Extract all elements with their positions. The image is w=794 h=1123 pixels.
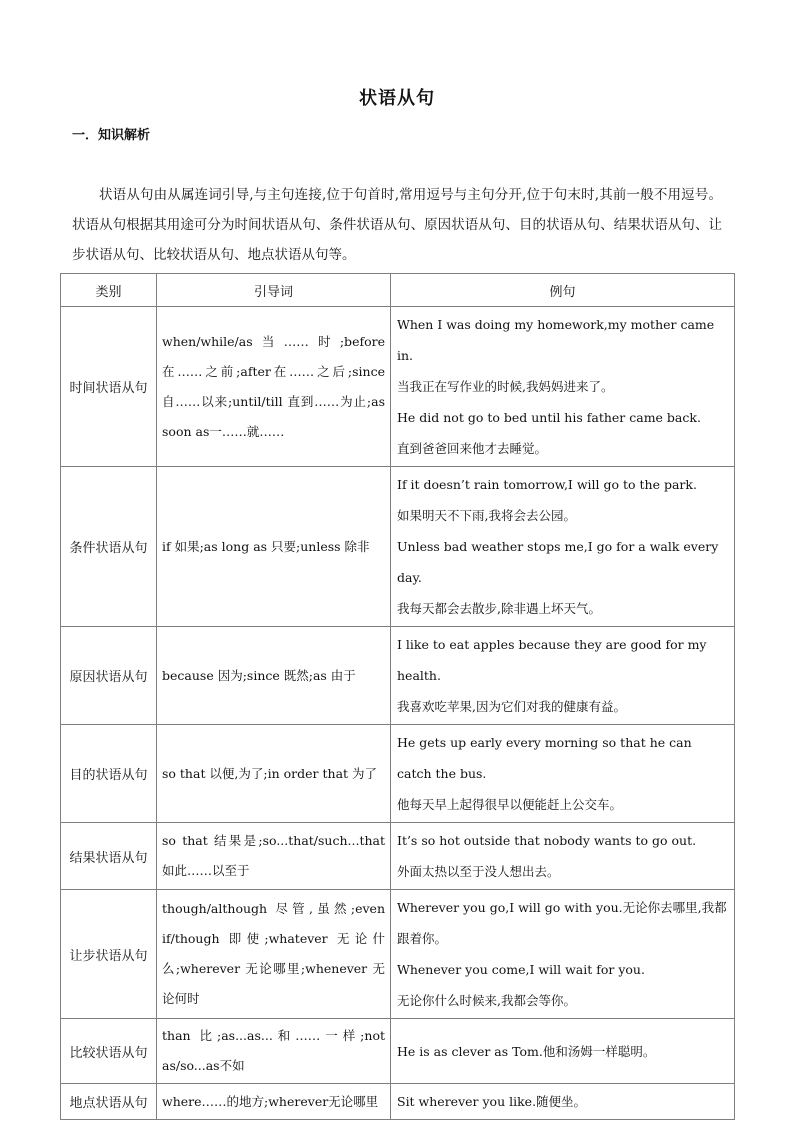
conjunction-cell: though/although 尽管,虽然;even if/though 即使;whatever 无论什么;wherever 无论哪里;whenever 无论何时 bbox=[157, 890, 391, 1019]
example-cell bbox=[391, 1019, 735, 1084]
table-row bbox=[61, 823, 735, 890]
category-cell: 时间状语从句 bbox=[61, 307, 157, 467]
category-cell: 目的状语从句 bbox=[61, 725, 157, 823]
category-cell: 原因状语从句 bbox=[61, 627, 157, 725]
example-line: I like to eat apples because they are good for my health. bbox=[397, 637, 707, 683]
example-cell bbox=[391, 307, 735, 467]
example-line: 我喜欢吃苹果,因为它们对我的健康有益。 bbox=[397, 699, 626, 714]
example-line: Sit wherever you like.随便坐。 bbox=[397, 1094, 587, 1109]
category-cell: 结果状语从句 bbox=[61, 823, 157, 890]
example-line: If it doesn’t rain tomorrow,I will go to the park. bbox=[397, 477, 697, 492]
table-row bbox=[61, 1019, 735, 1084]
conjunction-cell: when/while/as当……时;before在……之前;after在……之后;since自……以来;until/till 直到……为止;as soon as一……就…… bbox=[157, 307, 391, 467]
example-line: Wherever you go,I will go with you.无论你去哪里,我都跟着你。 bbox=[397, 900, 727, 946]
header-conjunctions: 引导词 bbox=[157, 274, 391, 307]
example-cell bbox=[391, 725, 735, 823]
example-cell bbox=[391, 627, 735, 725]
table-row bbox=[61, 1084, 735, 1120]
category-cell: 让步状语从句 bbox=[61, 890, 157, 1019]
example-line: He did not go to bed until his father came back. bbox=[397, 410, 701, 425]
conjunction-cell: if 如果;as long as 只要;unless 除非 bbox=[157, 467, 391, 627]
example-line: 外面太热以至于没人想出去。 bbox=[397, 864, 560, 879]
table-row bbox=[61, 725, 735, 823]
example-line: 我每天都会去散步,除非遇上坏天气。 bbox=[397, 601, 601, 616]
page-title: 状语从句 bbox=[359, 88, 435, 109]
example-line: Unless bad weather stops me,I go for a walk every day. bbox=[397, 539, 719, 585]
example-line: It’s so hot outside that nobody wants to go out. bbox=[397, 833, 697, 848]
header-examples: 例句 bbox=[391, 274, 735, 307]
example-line: When I was doing my homework,my mother came in. bbox=[397, 317, 715, 363]
example-cell bbox=[391, 890, 735, 1019]
example-line: 无论你什么时候来,我都会等你。 bbox=[397, 993, 576, 1008]
conjunction-cell: because 因为;since 既然;as 由于 bbox=[157, 627, 391, 725]
table-row bbox=[61, 467, 735, 627]
category-cell: 条件状语从句 bbox=[61, 467, 157, 627]
table-row bbox=[61, 890, 735, 1019]
conjunction-cell: where……的地方;wherever无论哪里 bbox=[157, 1084, 391, 1120]
example-cell bbox=[391, 1084, 735, 1120]
table-header-row bbox=[61, 274, 735, 307]
example-line: He gets up early every morning so that he can catch the bus. bbox=[397, 735, 692, 781]
intro-paragraph: 状语从句由从属连词引导,与主句连接,位于句首时,常用逗号与主句分开,位于句末时,其前一般不用逗号。状语从句根据其用途可分为时间状语从句、条件状语从句、原因状语从句、目的状语从句、结果状语从句、让步状语从句、比较状语从句、地点状语从句等。 bbox=[72, 187, 722, 263]
example-line: Whenever you come,I will wait for you. bbox=[397, 962, 645, 977]
example-line: 他每天早上起得很早以便能赶上公交车。 bbox=[397, 797, 623, 812]
example-line: 直到爸爸回来他才去睡觉。 bbox=[397, 441, 548, 456]
header-category: 类别 bbox=[61, 274, 157, 307]
adverbial-clause-table bbox=[60, 273, 735, 1120]
example-cell bbox=[391, 823, 735, 890]
table-row bbox=[61, 307, 735, 467]
example-line: 如果明天不下雨,我将会去公园。 bbox=[397, 508, 576, 523]
table-row bbox=[61, 627, 735, 725]
category-cell: 比较状语从句 bbox=[61, 1019, 157, 1084]
section-heading: 一．知识解析 bbox=[72, 128, 151, 143]
category-cell: 地点状语从句 bbox=[61, 1084, 157, 1120]
example-line: 当我正在写作业的时候,我妈妈进来了。 bbox=[397, 379, 614, 394]
example-line: He is as clever as Tom.他和汤姆一样聪明。 bbox=[397, 1043, 656, 1059]
conjunction-cell: than 比;as...as...和……一样;not as/so...as不如 bbox=[157, 1019, 391, 1084]
conjunction-cell: so that 结果是;so...that/such...that如此……以至于 bbox=[157, 823, 391, 890]
conjunction-cell: so that 以便,为了;in order that 为了 bbox=[157, 725, 391, 823]
example-cell bbox=[391, 467, 735, 627]
